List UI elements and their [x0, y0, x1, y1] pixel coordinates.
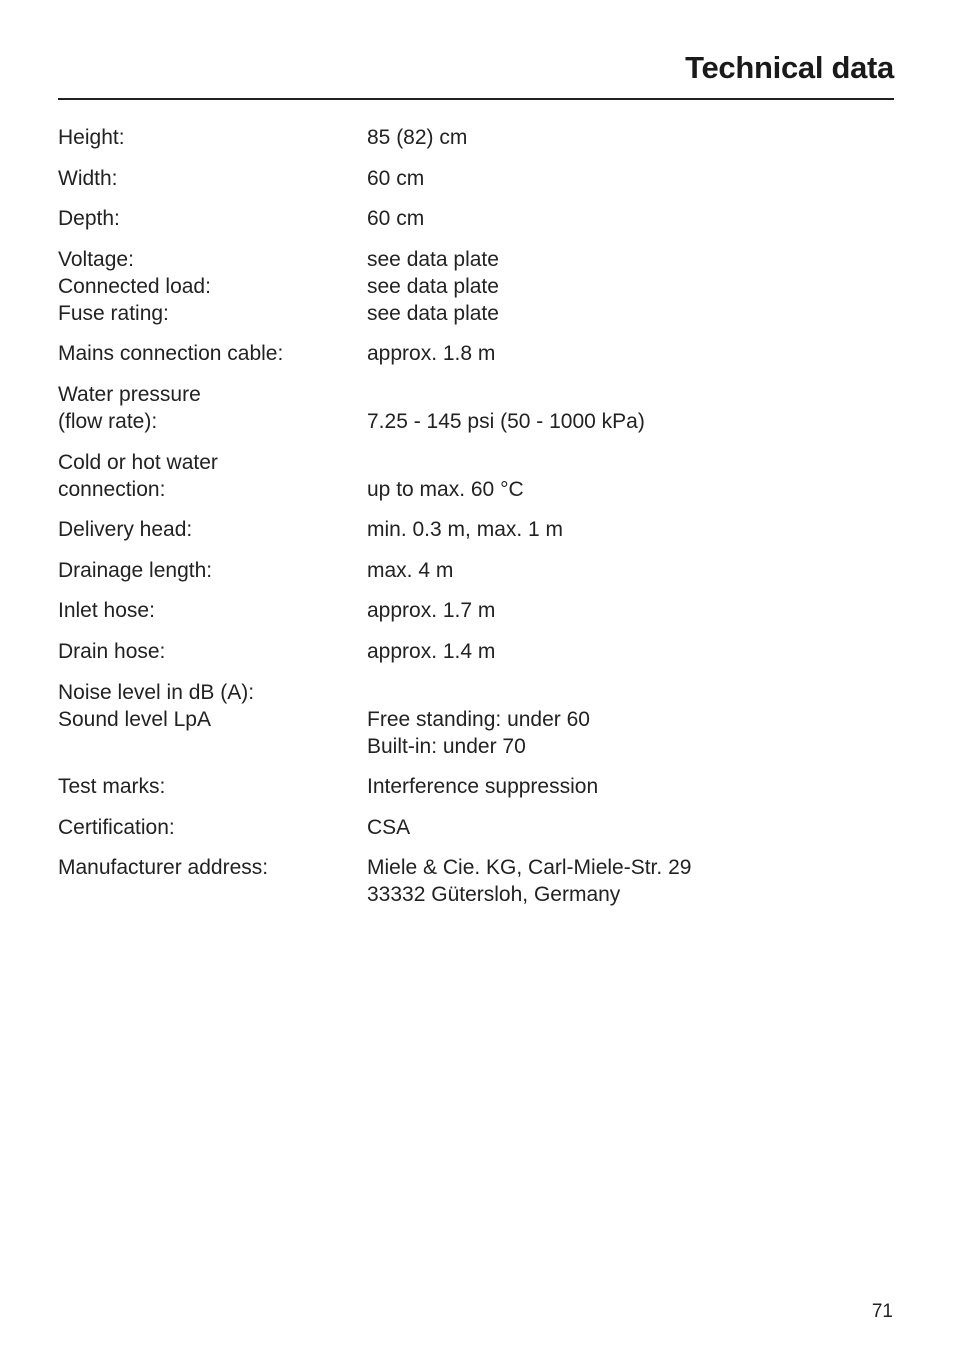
spec-value [367, 165, 894, 192]
spec-label [58, 449, 367, 503]
spec-row-electrical [58, 246, 894, 327]
spec-label-line: Drain hose: [58, 639, 166, 663]
spec-list [58, 124, 894, 922]
spec-label [58, 516, 367, 543]
spec-label [58, 246, 367, 327]
spec-value-line: 7.25 - 145 psi (50 - 1000 kPa) [367, 409, 645, 433]
spec-value-line: up to max. 60 °C [367, 477, 524, 501]
spec-row-inlet-hose [58, 597, 894, 624]
spec-label-line: Width: [58, 166, 118, 190]
spec-label-line: Water pressure [58, 382, 201, 406]
spec-label [58, 165, 367, 192]
page-title: Technical data [685, 50, 894, 85]
spec-value [367, 340, 894, 367]
spec-value-line [367, 381, 894, 408]
spec-value [367, 679, 894, 760]
spec-value-line: Miele & Cie. KG, Carl-Miele-Str. 29 [367, 856, 692, 880]
spec-value-line: see data plate [367, 247, 499, 271]
spec-value-line: 85 (82) cm [367, 126, 468, 149]
spec-value [367, 773, 894, 800]
spec-label-line: connection: [58, 477, 166, 501]
spec-value-line: max. 4 m [367, 558, 454, 582]
spec-value [367, 381, 894, 435]
spec-label-line: Certification: [58, 815, 175, 839]
spec-row-delivery-head [58, 516, 894, 543]
spec-label [58, 340, 367, 367]
spec-value [367, 638, 894, 665]
spec-label-line: Delivery head: [58, 518, 193, 542]
spec-value-line: approx. 1.8 m [367, 342, 496, 366]
spec-row-height [58, 124, 894, 151]
spec-value-line [367, 679, 894, 706]
spec-label [58, 679, 367, 760]
spec-value [367, 449, 894, 503]
spec-label-line: Test marks: [58, 775, 166, 799]
spec-value [367, 597, 894, 624]
spec-value [367, 124, 894, 151]
spec-value [367, 814, 894, 841]
spec-label [58, 381, 367, 435]
spec-label-line: (flow rate): [58, 409, 158, 433]
spec-label-line: Connected load: [58, 274, 211, 298]
spec-row-water-pressure [58, 381, 894, 435]
spec-value-line: see data plate [367, 301, 499, 325]
spec-label-line: Depth: [58, 207, 120, 231]
spec-value-line: Interference suppression [367, 775, 599, 799]
spec-row-noise-level [58, 679, 894, 760]
spec-label-line: Drainage length: [58, 558, 213, 582]
spec-value-line: 33332 Gütersloh, Germany [367, 883, 621, 907]
spec-label [58, 205, 367, 232]
spec-value-line: approx. 1.7 m [367, 599, 496, 623]
spec-row-drainage-length [58, 557, 894, 584]
spec-label [58, 638, 367, 665]
spec-value-line: 60 cm [367, 207, 425, 231]
page-number: 71 [871, 1301, 893, 1322]
spec-row-certification [58, 814, 894, 841]
spec-value [367, 246, 894, 327]
spec-label [58, 124, 367, 151]
title-divider [58, 98, 894, 100]
spec-label-line: Manufacturer address: [58, 856, 269, 880]
spec-label-line: Fuse rating: [58, 301, 169, 325]
spec-label [58, 557, 367, 584]
spec-value-line [367, 449, 894, 476]
spec-value-line: min. 0.3 m, max. 1 m [367, 518, 564, 542]
spec-value-line: approx. 1.4 m [367, 639, 496, 663]
spec-row-manufacturer-address [58, 854, 894, 908]
spec-row-drain-hose [58, 638, 894, 665]
spec-row-mains-cable [58, 340, 894, 367]
spec-value [367, 516, 894, 543]
spec-value [367, 854, 894, 908]
spec-label [58, 773, 367, 800]
spec-label-line: Mains connection cable: [58, 342, 284, 366]
spec-value [367, 205, 894, 232]
spec-label-line: Inlet hose: [58, 599, 155, 623]
spec-row-water-connection [58, 449, 894, 503]
spec-label-line: Height: [58, 126, 125, 149]
spec-value-line: see data plate [367, 274, 499, 298]
spec-label-line: Sound level LpA [58, 707, 211, 731]
spec-label-line: Cold or hot water [58, 450, 218, 474]
spec-label [58, 814, 367, 841]
spec-row-test-marks [58, 773, 894, 800]
spec-label [58, 597, 367, 624]
spec-row-width [58, 165, 894, 192]
spec-label-line: Noise level in dB (A): [58, 680, 255, 704]
spec-value-line: Free standing: under 60 [367, 707, 590, 731]
spec-value-line: 60 cm [367, 166, 425, 190]
spec-label [58, 854, 367, 908]
spec-value-line: CSA [367, 815, 411, 839]
spec-row-depth [58, 205, 894, 232]
spec-label-line: Voltage: [58, 247, 134, 271]
spec-value-line: Built-in: under 70 [367, 734, 526, 758]
spec-value [367, 557, 894, 584]
